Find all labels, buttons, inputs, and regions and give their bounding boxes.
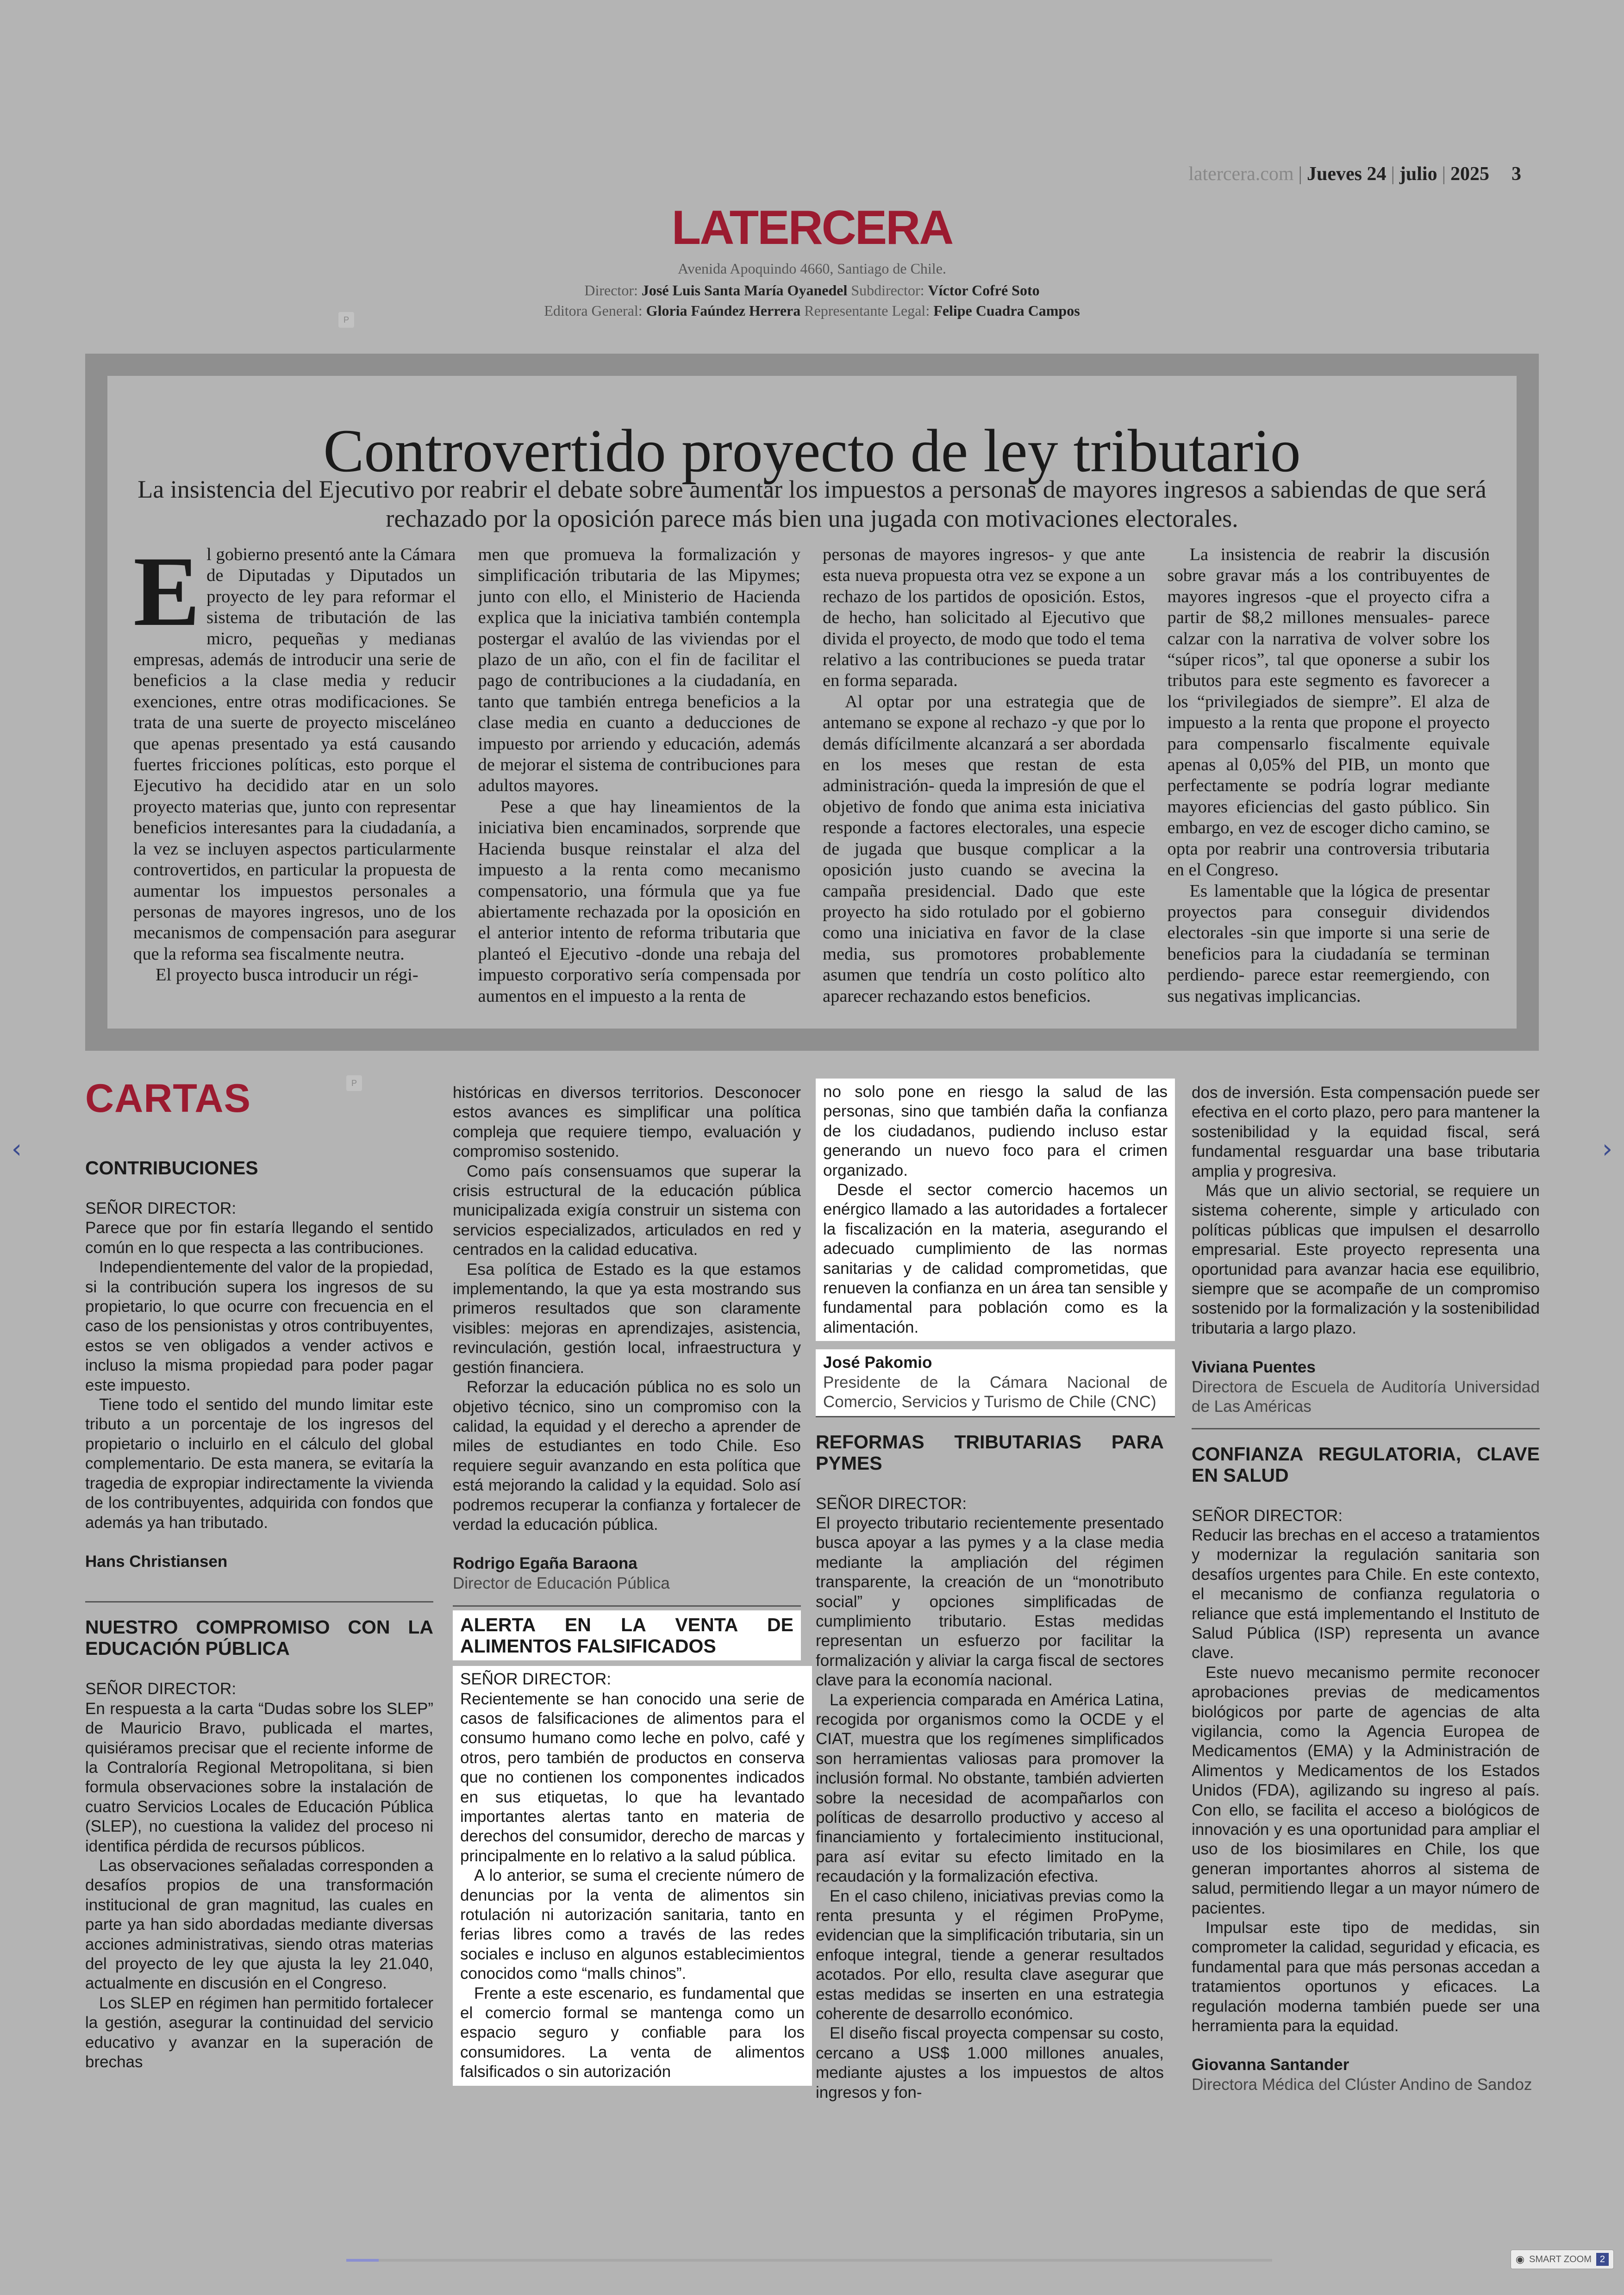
letter-paragraph: Este nuevo mecanismo permite reconocer aprobaciones previas de medicamentos biológicos por parte de agencias de alta vigilancia, como la Agencia Europea de Medicamentos (EMA) y la Administración de Alimentos y Medicamentos de los Estados Unidos (FDA), agilizando su ingreso al país. Con ello, se facilita el acceso a biológicos de innovación y es una oportunidad para ampliar el uso de los biosimilares en Chile, los que generan importantes ahorros al sistema de salud, permitiendo llegar a un mayor número de pacientes. (1192, 1663, 1540, 1917)
letter-paragraph: A lo anterior, se suma el creciente número de denuncias por la venta de alimentos sin rotulación ni autorización sanitaria, tanto en ferias libres como a través de las redes sociales e incluso en algunos establecimientos conocidos como “malls chinos”. (460, 1866, 805, 1983)
page-marker-icon[interactable]: P (338, 312, 354, 328)
letter-signature-role: Director de Educación Pública (453, 1574, 670, 1592)
letter-title: ALERTA EN LA VENTA DE ALIMENTOS FALSIFICADOS (460, 1614, 793, 1657)
letter-alimentos-falsificados[interactable] (453, 1610, 805, 2086)
letters-column-4 (1192, 1083, 1540, 2095)
drop-cap: E (133, 536, 200, 647)
newspaper-logo: LATERCERA (671, 201, 953, 255)
letter-paragraph: En el caso chileno, iniciativas previas como la renta presunta y el régimen ProPyme, evidencian que la simplificación tributaria, sin un enfoque integral, tiende a generar resultados acotados. Por ello, resulta clave asegurar que estas medidas se inserten en una estrategia coherente de desarrollo económico. (816, 1887, 1164, 2023)
site-name: latercera.com (1188, 163, 1294, 185)
director-name: José Luis Santa María Oyanedel (641, 282, 848, 299)
letter-paragraph: Desde el sector comercio hacemos un enérgico llamado a las autoridades a fortalecer la fiscalización en la materia, asegurando el adecuado cumplimiento de las normas sanitarias y de calidad comprometidas, que renueven la confianza en un área tan sensible y fundamental para población como es la alimentación. (823, 1181, 1168, 1336)
letter-paragraph: históricas en diversos territorios. Desconocer estos avances es simplificar una política compleja que requiere tiempo, evaluación y compromiso sostenido. (453, 1084, 801, 1161)
letter-paragraph: Frente a este escenario, es fundamental que el comercio formal se mantenga como un espacio seguro y confiable para los consumidores. La venta de alimentos falsificados o sin autorización (460, 1984, 805, 2081)
letters-column-2 (453, 1083, 805, 2086)
editorial-box (85, 354, 1539, 1051)
letter-paragraph: Recientemente se han conocido una serie de casos de falsificaciones de alimentos para el consumo humano como leche en polvo, café y otros, pero también de productos en conserva que no contienen los componentes indicados en sus etiquetas, lo que ha levantado importantes alertas tanto en materia de derechos del consumidor, derecho de marcas y principalmente en lo relativo a la salud pública. (460, 1690, 805, 1865)
editorial-paragraph: personas de mayores ingresos- y que ante esta nueva propuesta otra vez se expone a un rechazo de los partidos de oposición. Estos, de hecho, han solicitado al Ejecutivo que divida el proyecto, de modo que todo el tema relativo a las contribuciones se pueda tratar en forma separada. (823, 545, 1145, 691)
editorial-columns (133, 536, 1490, 1007)
next-page-button[interactable] (1594, 1136, 1620, 1162)
editorial-paragraph: Es lamentable que la lógica de presentar proyectos para conseguir dividendos electorales -sin que importe si una serie de beneficios para la ciudadanía se terminan perdiendo- parece estar reemergiendo, con sus negativas implicancias. (1167, 881, 1490, 1006)
newspaper-address: Avenida Apoquindo 4660, Santiago de Chile. (678, 260, 946, 277)
letter-reformas-pymes[interactable] (816, 1431, 1164, 2103)
letter-salutation: SEÑOR DIRECTOR: (85, 1199, 237, 1217)
letter-signature-role: Presidente de la Cámara Nacional de Comercio, Servicios y Turismo de Chile (CNC) (823, 1373, 1168, 1411)
letter-educacion-publica[interactable] (85, 1616, 433, 2072)
letter-paragraph: Reducir las brechas en el acceso a tratamientos y modernizar la regulación sanitaria son desafíos urgentes para Chile. En este contexto, el mecanismo de confianza regulatoria o reliance que está implementando el Instituto de Salud Pública (ISP) representa un avance clave. (1192, 1526, 1540, 1662)
editor-label: Editora General: (544, 302, 643, 319)
page-number: 3 (1512, 163, 1521, 185)
issue-year: 2025 (1450, 163, 1489, 185)
smart-zoom-button[interactable] (1511, 2250, 1614, 2269)
letter-paragraph: Tiene todo el sentido del mundo limitar este tributo a un porcentaje de los ingresos del propietario o incluirlo en el cálculo del global complementario. De esta manera, se evitaría la tragedia de expropiar indirectamente la vivienda de los contribuyentes, adquirida con fondos que además ya han tributado. (85, 1396, 433, 1532)
letter-signature-role: Directora Médica del Clúster Andino de Sandoz (1192, 2075, 1532, 2094)
eye-icon: ◉ (1515, 2253, 1525, 2265)
editorial-column-1 (133, 536, 456, 1007)
letter-paragraph: Impulsar este tipo de medidas, sin comprometer la calidad, seguridad y eficacia, es fundamental para que más personas accedan a tratamientos oportunos y eficaces. La regulación moderna también puede ser una herramienta para la equidad. (1192, 1919, 1540, 2035)
letter-salutation: SEÑOR DIRECTOR: (460, 1670, 612, 1689)
editor-name: Gloria Faúndez Herrera (646, 302, 801, 319)
letter-signature-role: Directora de Escuela de Auditoría Universidad de Las Américas (1192, 1378, 1540, 1416)
staff-credits (0, 280, 1624, 321)
letter-paragraph: Los SLEP en régimen han permitido fortalecer la gestión, asegurar la continuidad del servicio educativo y avanzar en la superación de brechas (85, 1994, 433, 2071)
letter-signature: José Pakomio (823, 1353, 932, 1372)
smart-zoom-badge: 2 (1596, 2253, 1609, 2266)
letter-confianza-regulatoria[interactable] (1192, 1443, 1540, 2095)
letter-paragraph: Parece que por fin estaría llegando el sentido común en lo que respecta a las contribuciones. (85, 1219, 433, 1257)
letters-column-1 (85, 1157, 433, 2072)
prev-page-button[interactable] (4, 1136, 30, 1162)
letter-paragraph: Como país consensuamos que superar la crisis estructural de la educación pública municipalizada exigía construir un sistema con servicios especializados, articulados en red y centrados en la calidad educativa. (453, 1162, 801, 1259)
letter-paragraph: Las observaciones señaladas corresponden a desafíos propios de una transformación institucional de gran magnitud, las cuales en parte ya han sido abordadas mediante diversas acciones administrativas, siendo otras materias del proyecto de ley que ajusta la ley 21.040, actualmente en discusión en el Congreso. (85, 1856, 433, 1993)
editorial-column-4 (1168, 544, 1490, 1007)
letter-paragraph: La experiencia comparada en América Latina, recogida por organismos como la OCDE y el CIAT, muestra que los regímenes simplificados son herramientas valiosas para promover la inclusión formal. No obstante, también advierten sobre la necesidad de acompañarlos con políticas de desarrollo productivo y acceso al financiamiento y fortalecimiento institucional, para así evitar su efecto limitado en la recaudación y la formalización efectiva. (816, 1690, 1164, 1886)
page-progress-bar[interactable] (346, 2259, 1272, 2262)
issue-dateline: latercera.com | Jueves 24 | julio | 2025 3 (1188, 163, 1521, 185)
letter-title: CONFIANZA REGULATORIA, CLAVE EN SALUD (1192, 1443, 1540, 1486)
letter-signature: Viviana Puentes (1192, 1358, 1316, 1377)
letter-paragraph: El proyecto tributario recientemente presentado busca apoyar a las pymes y a la clase media mediante la ampliación del régimen transparente, la creación de un “monotributo social” y opciones simplificadas de cumplimiento tributario. Estas medidas representan un esfuerzo por facilitar la formalización y aliviar la carga fiscal de sectores clave para la economía nacional. (816, 1514, 1164, 1690)
editorial-paragraph: El proyecto busca introducir un régi- (156, 965, 418, 985)
letter-title-box (453, 1610, 801, 1660)
editorial-paragraph: men que promueva la formalización y simplificación tributaria de las Mipymes; junto con ello, el Ministerio de Hacienda explica que la iniciativa también contempla postergar el avalúo de las viviendas por el plazo de un año, con el fin de facilitar el pago de contribuciones a la ciudadanía, en tanto que también entrega beneficios a la clase media en cuanto a deducciones de impuesto por arriendo y educación, además de mejorar el sistema de contribuciones para adultos mayores. (478, 545, 800, 796)
masthead (0, 201, 1624, 321)
editorial-title: Controvertido proyecto de ley tributario (323, 417, 1301, 485)
letter-title: REFORMAS TRIBUTARIAS PARA PYMES (816, 1431, 1164, 1474)
editorial-deck: La insistencia del Ejecutivo por reabrir el debate sobre aumentar los impuestos a personas de mayores ingresos a sabiendas de que será rechazado por la oposición parece más bien una jugada con motivaciones electorales. (137, 475, 1487, 533)
subdirector-name: Víctor Cofré Soto (928, 282, 1040, 299)
letter-paragraph: Reforzar la educación pública no es solo un objetivo técnico, sino un compromiso con la calidad, la equidad y el derecho a aprender de miles de estudiantes en todo Chile. Eso requiere seguir avanzando en esta política que está mejorando la calidad y la equidad. Solo así podremos recuperar la confianza y fortalecer de verdad la educación pública. (453, 1378, 801, 1534)
letter-body-box (816, 1079, 1175, 1341)
editorial-paragraph: La insistencia de reabrir la discusión sobre gravar más a los contribuyentes de mayores ingresos -que el proyecto cifra a partir de $8,2 millones mensuales- parece calzar con la narrativa de volver sobre los “súper ricos”, tal que oponerse a subir los tributos para este segmento es favorecer a los “privilegiados de siempre”. El alza de impuesto a la renta que propone el proyecto para compensarlo fiscalmente equivale apenas al 0,05% del PIB, un monto que perfectamente se podría lograr mediante mayores eficiencias del gasto público. Sin embargo, en vez de escoger dicho camino, se opta por reabrir una controversia tributaria en el Congreso. (1167, 545, 1490, 880)
editorial-panel (107, 376, 1517, 1029)
letters-column-3 (816, 1079, 1168, 2102)
letter-signature: Rodrigo Egaña Baraona (453, 1554, 637, 1573)
letter-signature: Hans Christiansen (85, 1552, 228, 1571)
letter-paragraph: Independientemente del valor de la propiedad, si la contribución supera los ingresos de su propietario, lo que ocurre con frecuencia en el caso de los pensionistas y otros contribuyentes, estos se ven obligados a vender activos e incluso la misma propiedad para poder pagar este impuesto. (85, 1258, 433, 1394)
editorial-paragraph: Pese a que hay lineamientos de la iniciativa bien encaminados, sorprende que Hacienda busque reinstalar el alza del impuesto a la renta como mecanismo compensatorio, una fórmula que ya fue abiertamente rechazada por la oposición en el anterior intento de reforma tributaria que planteó el Ejecutivo -donde una rebaja del impuesto corporativo sería compensada por aumentos en el impuesto a la renta de (478, 797, 800, 1006)
letter-contribuciones[interactable] (85, 1157, 433, 1572)
letter-salutation: SEÑOR DIRECTOR: (1192, 1506, 1343, 1525)
letter-paragraph: En respuesta a la carta “Dudas sobre los SLEP” de Mauricio Bravo, publicada el martes, quisiéramos precisar que el reciente informe de la Contraloría Regional Metropolitana, si bien formula observaciones sobre la instalación de cuatro Servicios Locales de Educación Pública (SLEP), no cuestiona la validez del proceso ni identifica pérdida de recursos públicos. (85, 1699, 433, 1855)
letter-title: NUESTRO COMPROMISO CON LA EDUCACIÓN PÚBLICA (85, 1616, 433, 1659)
letter-paragraph: no solo pone en riesgo la salud de las personas, sino que también daña la confianza de los ciudadanos, pudiendo incluso estar generando un nuevo foco para el crimen organizado. (823, 1083, 1168, 1179)
chevron-right-icon: › (1602, 1134, 1613, 1164)
letter-body-box (453, 1666, 812, 2086)
page-progress-fill (346, 2259, 379, 2262)
editorial-column-2 (478, 544, 801, 1007)
letter-paragraph: Esa política de Estado es la que estamos implementando, la que ya esta mostrando sus primeros resultados que son claramente visibles: mejoras en aprendizajes, asistencia, revinculación, gestión local, infraestructura y gestión financiera. (453, 1260, 801, 1377)
legal-name: Felipe Cuadra Campos (933, 302, 1080, 319)
subdirector-label: Subdirector: (851, 282, 924, 299)
chevron-left-icon: ‹ (11, 1134, 22, 1164)
letter-salutation: SEÑOR DIRECTOR: (85, 1680, 237, 1698)
issue-day: Jueves 24 (1306, 163, 1387, 185)
issue-month: julio (1399, 163, 1437, 185)
cartas-section-logo: CARTAS (85, 1076, 251, 1121)
editorial-paragraph: Al optar por una estrategia que de antemano se expone al rechazo -y que por lo demás difícilmente alcanzará a ser abordada en los meses que restan de esta administración- queda la impresión de que el objetivo de fondo que anima esta iniciativa responde a factores electorales, una especie de jugada que busque complicar a la oposición justo cuando se avecina la campaña presidencial. Dado que este proyecto ha sido rotulado por el gobierno como una iniciativa en favor de la clase media, sus promotores probablemente asumen que tendría un costo político alto aparecer rechazando estos beneficios. (823, 692, 1145, 1006)
letter-salutation: SEÑOR DIRECTOR: (816, 1494, 967, 1513)
letter-paragraph: Más que un alivio sectorial, se requiere un sistema coherente, simple y articulado con políticas públicas que impulsen el desarrollo empresarial. Este proyecto representa una oportunidad para avanzar hacia ese equilibrio, siempre que se acompañe de un compromiso sostenido por la formalización y la sostenibilidad tributaria a largo plazo. (1192, 1182, 1540, 1337)
letter-title: CONTRIBUCIONES (85, 1157, 258, 1179)
director-label: Director: (584, 282, 638, 299)
letter-signature-box (816, 1349, 1175, 1416)
page-marker-icon[interactable]: P (346, 1075, 362, 1091)
editorial-column-3 (823, 544, 1145, 1007)
editorial-paragraph: l gobierno presentó ante la Cámara de Diputadas y Diputados un proyecto de ley para reformar el sistema de tributación de las micro, pequeñas y medianas empresas, además de introducir una serie de beneficios a la clase media y reducir exenciones, entre otras modificaciones. Se trata de una suerte de proyecto misceláneo que apenas presentado ya está causando fuertes fricciones políticas, esto porque el Ejecutivo ha decidido atar en un solo proyecto materias que, junto con representar beneficios interesantes para la ciudadanía, a la vez se incluyen aspectos particularmente controvertidos, en particular la propuesta de aumentar los impuestos personales a personas de mayores ingresos, uno de los mecanismos de compensación para asegurar que la reforma sea fiscalmente neutra. (133, 545, 456, 964)
letter-paragraph: El diseño fiscal proyecta compensar su costo, cercano a US$ 1.000 millones anuales, mediante ajustes a los impuestos de altos ingresos y fon- (816, 2024, 1164, 2102)
legal-label: Representante Legal: (804, 302, 930, 319)
smart-zoom-label: SMART ZOOM (1529, 2254, 1592, 2264)
letter-signature: Giovanna Santander (1192, 2056, 1349, 2074)
letter-paragraph: dos de inversión. Esta compensación puede ser efectiva en el corto plazo, pero para mantener la sostenibilidad y la equidad fiscal, será fundamental resguardar una base tributaria amplia y progresiva. (1192, 1084, 1540, 1180)
